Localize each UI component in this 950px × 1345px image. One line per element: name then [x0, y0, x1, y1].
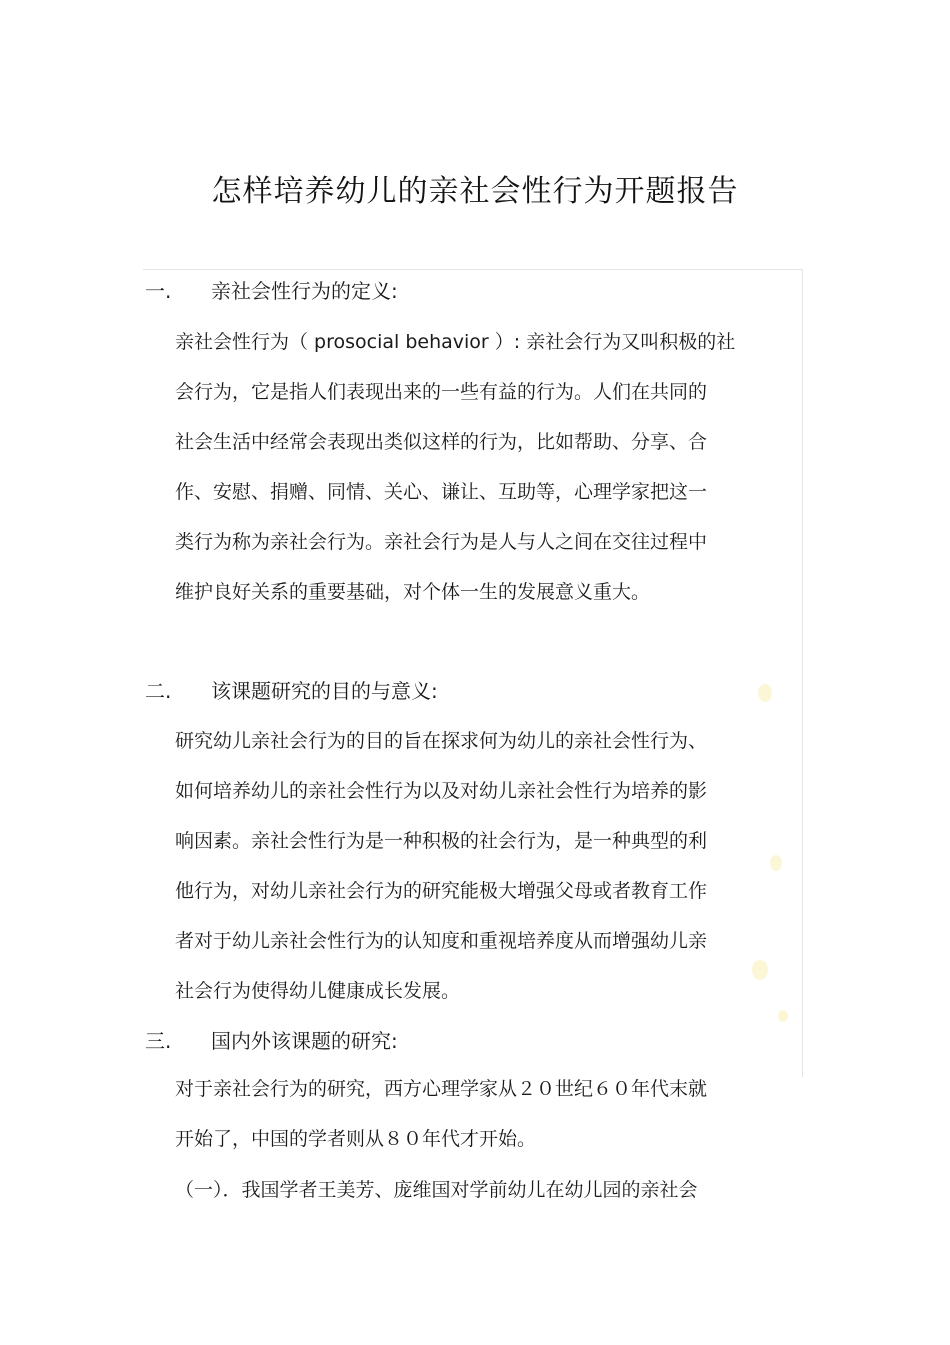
decorative-speck [778, 1010, 788, 1022]
section-2-title: 该课题研究的目的与意义: [211, 679, 438, 703]
paragraph-line: 研究幼儿亲社会行为的目的旨在探求何为幼儿的亲社会性行为、 [175, 730, 708, 752]
section-2-heading [145, 676, 438, 706]
decorative-speck [758, 684, 772, 702]
section-1-paragraph [175, 317, 795, 617]
section-3-heading [145, 1026, 398, 1056]
section-1-title: 亲社会性行为的定义: [211, 279, 398, 303]
section-1-number: 一. [145, 279, 172, 303]
paragraph-line: 他行为，对幼儿亲社会行为的研究能极大增强父母或者教育工作 [175, 880, 708, 902]
section-3-number: 三. [145, 1029, 172, 1053]
paragraph-line: 会行为，它是指人们表现出来的一些有益的行为。人们在共同的 [175, 381, 708, 403]
paragraph-line: 亲社会性行为（ prosocial behavior ）: 亲社会行为又叫积极的社 [175, 331, 736, 353]
decorative-speck [752, 960, 768, 980]
section-2-number: 二. [145, 679, 172, 703]
paragraph-line: 响因素。亲社会性行为是一种积极的社会行为，是一种典型的利 [175, 830, 708, 852]
paragraph-line: 对于亲社会行为的研究，西方心理学家从２０世纪６０年代末就 [175, 1078, 708, 1100]
section-3-title: 国内外该课题的研究: [211, 1029, 398, 1053]
document-title: 怎样培养幼儿的亲社会性行为开题报告 [211, 174, 739, 209]
subsection-line: （一）．我国学者王美芳、庞维国对学前幼儿在幼儿园的亲社会 [175, 1179, 698, 1201]
paragraph-line: 类行为称为亲社会行为。亲社会行为是人与人之间在交往过程中 [175, 531, 708, 553]
section-1-heading [145, 276, 398, 306]
paragraph-line: 者对于幼儿亲社会性行为的认知度和重视培养度从而增强幼儿亲 [175, 930, 708, 952]
paragraph-line: 开始了，中国的学者则从８０年代才开始。 [175, 1128, 537, 1150]
paragraph-line: 社会生活中经常会表现出类似这样的行为，比如帮助、分享、合 [175, 431, 708, 453]
paragraph-line: 维护良好关系的重要基础，对个体一生的发展意义重大。 [175, 581, 651, 603]
paragraph-line: 如何培养幼儿的亲社会性行为以及对幼儿亲社会性行为培养的影 [175, 780, 708, 802]
paragraph-line: 社会行为使得幼儿健康成长发展。 [175, 980, 461, 1002]
paragraph-line: 作、安慰、捐赠、同情、关心、谦让、互助等，心理学家把这一 [175, 481, 708, 503]
section-3-paragraph [175, 1064, 795, 1164]
section-2-paragraph [175, 716, 795, 1016]
decorative-speck [770, 855, 782, 871]
